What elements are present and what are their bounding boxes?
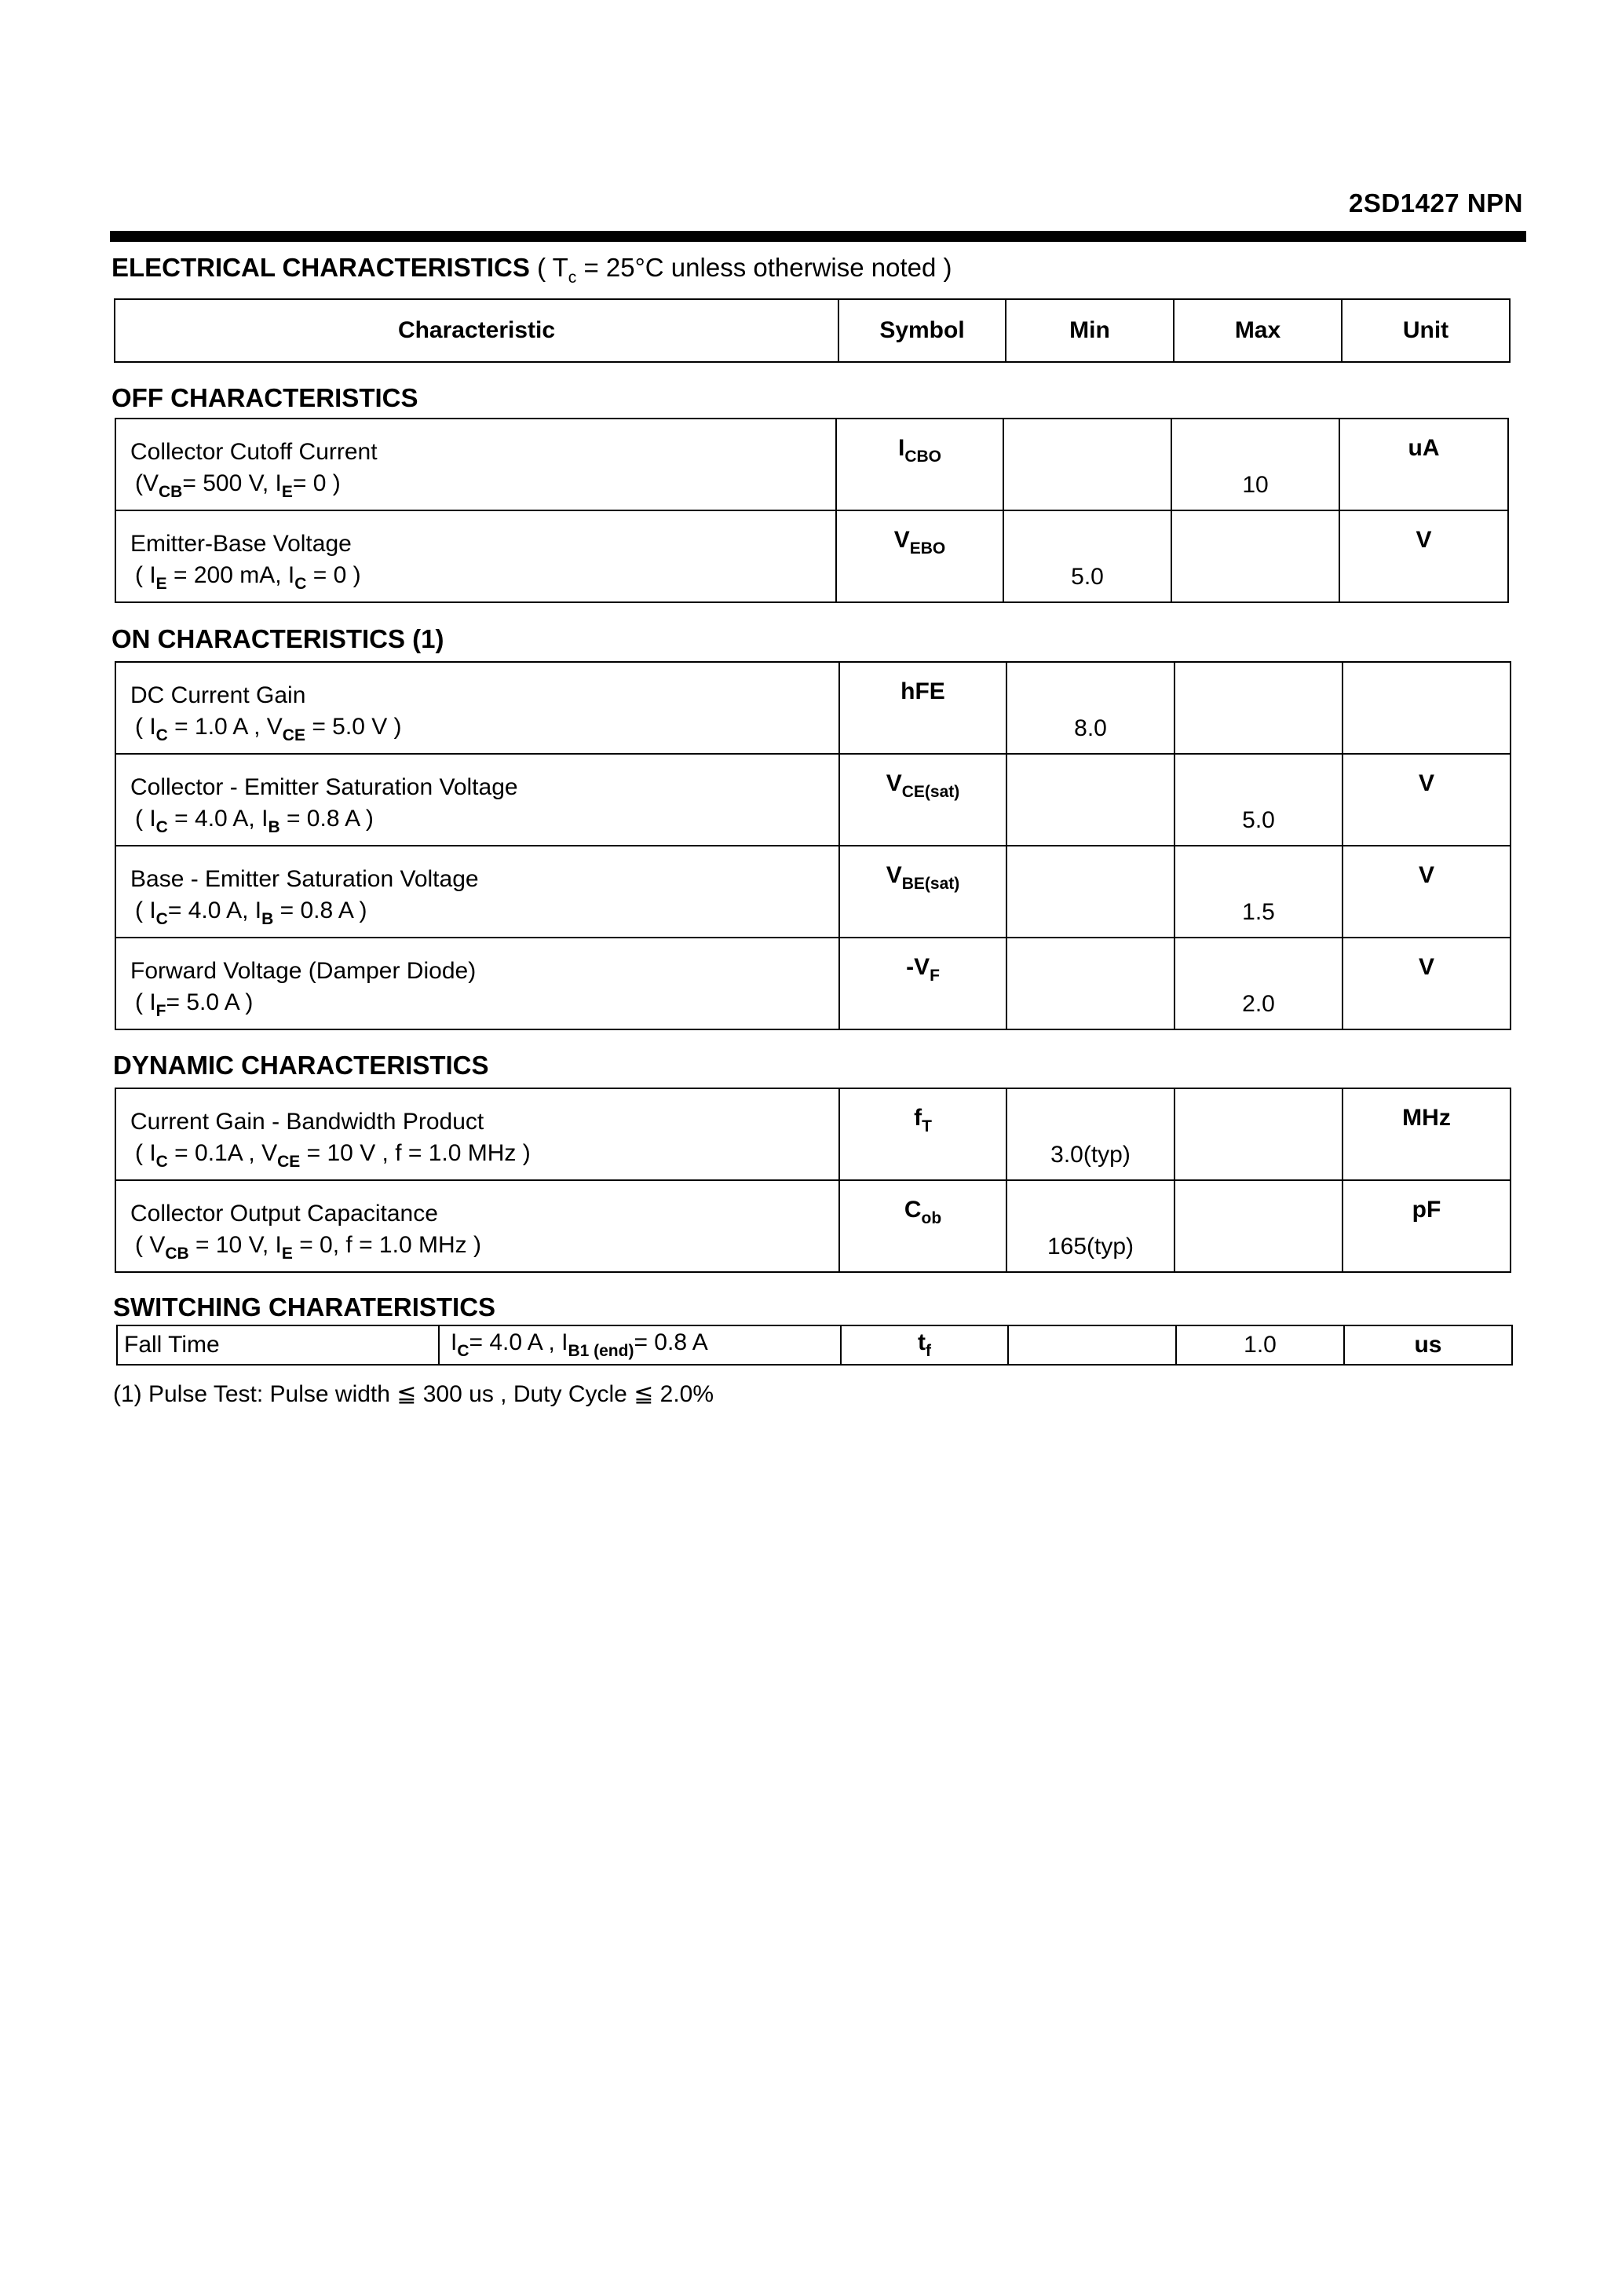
test-condition: ($V_{CB}= 500$ V, $I_E= 0$ ) <box>135 470 341 501</box>
table-row <box>115 846 1511 938</box>
max-cell <box>1174 1180 1343 1272</box>
table-row <box>117 1325 1512 1365</box>
max-cell: 2.0 <box>1174 938 1343 1029</box>
section-off: OFF CHARACTERISTICS <box>111 383 418 412</box>
table-row <box>115 1088 1511 1180</box>
characteristic-cell <box>115 662 839 754</box>
characteristic-cell <box>115 419 836 510</box>
min-cell <box>1006 754 1174 846</box>
title-bold: ELECTRICAL CHARACTERISTICS <box>111 253 530 282</box>
characteristic-name: Collector Output Capacitance <box>130 1201 438 1227</box>
sym-sub: f <box>926 1342 931 1360</box>
table-row <box>115 510 1508 602</box>
test-condition: ( $I_E = 200$ mA, $I_C = 0$ ) <box>135 562 361 593</box>
section-dynamic: DYNAMIC CHARACTERISTICS <box>113 1051 489 1080</box>
test-condition: ( $I_C = 0.1A$ , $V_{CE} = 10$ V , f = 1.0 MHz ) <box>135 1140 531 1171</box>
fall-time-unit: us <box>1344 1325 1512 1365</box>
min-cell <box>1006 846 1174 938</box>
max-cell <box>1171 510 1339 602</box>
footnote: (1) Pulse Test: Pulse width ≦ 300 us , Duty Cycle ≦ 2.0% <box>113 1381 714 1407</box>
symbol-cell: $I_{CBO}$ <box>836 419 1003 510</box>
unit-cell: MHz <box>1343 1088 1511 1180</box>
off-characteristics-table <box>115 418 1509 603</box>
symbol-cell: $V_{BE(sat)}$ <box>839 846 1006 938</box>
table-row <box>115 1180 1511 1272</box>
min-cell: 5.0 <box>1003 510 1171 602</box>
characteristic-cell <box>115 1088 839 1180</box>
page-title <box>111 253 952 287</box>
unit-cell: uA <box>1339 419 1508 510</box>
table-row <box>115 662 1511 754</box>
unit-cell <box>1343 662 1511 754</box>
header-rule <box>110 231 1526 242</box>
characteristic-name: DC Current Gain <box>130 682 306 708</box>
test-condition: ( $I_C = 4.0$ A, $I_B = 0.8$ A ) <box>135 806 374 836</box>
max-cell: 10 <box>1171 419 1339 510</box>
unit-cell: V <box>1339 510 1508 602</box>
unit-cell: V <box>1343 938 1511 1029</box>
symbol-cell: $V_{CE(sat)}$ <box>839 754 1006 846</box>
unit-cell: V <box>1343 846 1511 938</box>
title-open: ( T <box>529 253 568 282</box>
table-row <box>115 419 1508 510</box>
column-header-table <box>114 298 1511 363</box>
max-cell: 5.0 <box>1174 754 1343 846</box>
title-close: = 25°C unless otherwise noted ) <box>576 253 952 282</box>
symbol-cell: hFE <box>839 662 1006 754</box>
section-switching: SWITCHING CHARATERISTICS <box>113 1292 496 1322</box>
symbol-cell: $C_{ob}$ <box>839 1180 1006 1272</box>
characteristic-cell <box>115 1180 839 1272</box>
min-cell <box>1003 419 1171 510</box>
characteristic-cell <box>115 846 839 938</box>
test-condition: ( $I_C= 4.0$ A, $I_B = 0.8$ A ) <box>135 898 367 928</box>
table-row <box>115 754 1511 846</box>
test-condition: ( $V_{CB} = 10$ V, $I_E = 0$, f = 1.0 MHz ) <box>135 1232 481 1263</box>
max-cell <box>1174 1088 1343 1180</box>
test-condition: ( $I_C = 1.0$ A , $V_{CE} = 5.0$ V ) <box>135 714 402 744</box>
characteristic-name: Base - Emitter Saturation Voltage <box>130 866 479 892</box>
col-characteristic: Characteristic <box>115 299 838 362</box>
min-cell <box>1006 938 1174 1029</box>
symbol-cell: $f_T$ <box>839 1088 1006 1180</box>
characteristic-name: Collector Cutoff Current <box>130 439 378 465</box>
characteristic-cell <box>115 510 836 602</box>
max-cell: 1.5 <box>1174 846 1343 938</box>
fall-time-condition: $I_C= 4.0$ A , $I_{B1 (end)}= 0.8$ A <box>439 1325 841 1365</box>
dynamic-characteristics-table <box>115 1088 1511 1273</box>
min-cell: 165(typ) <box>1006 1180 1174 1272</box>
on-characteristics-table <box>115 661 1511 1030</box>
sym-main: t <box>918 1329 926 1355</box>
characteristic-name: Forward Voltage (Damper Diode) <box>130 958 477 984</box>
fall-time-name: Fall Time <box>117 1325 439 1365</box>
fall-time-symbol <box>841 1325 1008 1365</box>
fall-time-max: 1.0 <box>1176 1325 1344 1365</box>
col-max: Max <box>1174 299 1342 362</box>
characteristic-cell <box>115 754 839 846</box>
test-condition: ( $I_F= 5.0$ A ) <box>135 989 254 1020</box>
max-cell <box>1174 662 1343 754</box>
characteristic-name: Collector - Emitter Saturation Voltage <box>130 774 518 800</box>
part-number: 2SD1427 NPN <box>1349 188 1523 218</box>
characteristic-name: Current Gain - Bandwidth Product <box>130 1109 484 1135</box>
min-cell: 3.0(typ) <box>1006 1088 1174 1180</box>
col-min: Min <box>1006 299 1174 362</box>
table-row <box>115 938 1511 1029</box>
col-symbol: Symbol <box>838 299 1006 362</box>
characteristic-name: Emitter-Base Voltage <box>130 531 352 557</box>
symbol-cell: $-V_F$ <box>839 938 1006 1029</box>
col-unit: Unit <box>1342 299 1510 362</box>
characteristic-cell <box>115 938 839 1029</box>
switching-characteristics-table <box>116 1325 1513 1366</box>
section-on: ON CHARACTERISTICS (1) <box>111 624 444 653</box>
min-cell: 8.0 <box>1006 662 1174 754</box>
symbol-cell: $V_{EBO}$ <box>836 510 1003 602</box>
title-sub: c <box>568 269 577 287</box>
unit-cell: pF <box>1343 1180 1511 1272</box>
unit-cell: V <box>1343 754 1511 846</box>
fall-time-min <box>1008 1325 1176 1365</box>
